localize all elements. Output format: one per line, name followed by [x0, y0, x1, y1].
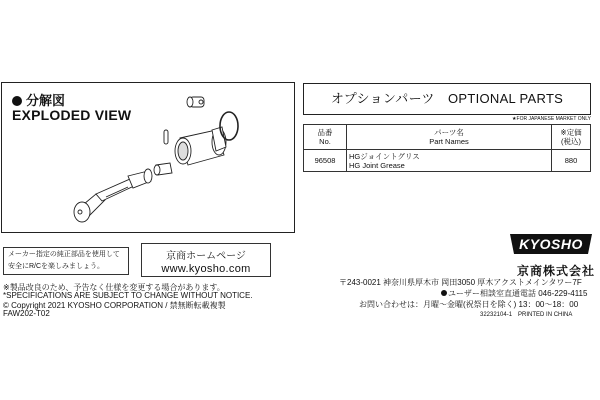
homepage-url[interactable]: www.kyosho.com	[161, 263, 251, 275]
support-phone-text: ユーザー相談室直通電話 046-229-4115	[448, 289, 588, 298]
homepage-label: 京商ホームページ	[166, 251, 246, 262]
exploded-view-title-jp-text: 分解図	[26, 93, 66, 108]
note-line-1: メーカー指定の純正部品を使用して	[8, 251, 120, 258]
optional-parts-table	[303, 124, 591, 172]
market-note: ★FOR JAPANESE MARKET ONLY	[512, 116, 591, 122]
header-name-en: Part Names	[429, 137, 469, 146]
exploded-view-panel	[1, 82, 295, 233]
part-name	[347, 150, 552, 172]
bullet-icon	[441, 290, 447, 296]
homepage-box	[141, 243, 271, 277]
table-row	[304, 150, 591, 172]
notice-jp: ※製品改良のため、予告なく仕様を変更する場合があります。	[3, 283, 225, 292]
kyosho-logo	[508, 233, 594, 255]
header-name-jp: パーツ名	[434, 128, 464, 137]
table-header-row	[304, 125, 591, 150]
header-price-en: (税込)	[561, 137, 581, 146]
header-price-jp: ※定価	[560, 128, 582, 137]
part-name-en: HG Joint Grease	[349, 160, 405, 170]
support-hours: お問い合わせは：月曜～金曜(祝祭日を除く) 13：00～18：00	[359, 300, 579, 309]
genuine-parts-note	[3, 247, 129, 275]
part-number: 96508	[304, 150, 347, 172]
support-phone	[441, 288, 587, 299]
optional-parts-title: オプションパーツ OPTIONAL PARTS	[303, 83, 591, 115]
company-address: 〒243-0021 神奈川県厚木市 岡田3050 厚木アクストメインタワー7F	[339, 278, 582, 287]
exploded-view-title-en: EXPLODED VIEW	[12, 107, 132, 123]
part-name-jp: HGジョイントグリス	[349, 151, 420, 161]
print-info: 32232104-1 PRINTED IN CHINA	[480, 312, 573, 318]
company-name: 京商株式会社	[517, 264, 596, 278]
header-part-name	[347, 125, 552, 150]
bullet-icon	[12, 96, 22, 106]
header-no-jp: 品番	[317, 128, 333, 137]
copyright: © Copyright 2021 KYOSHO CORPORATION / 禁無断転載複製	[3, 301, 226, 310]
document-code: FAW202-T02	[3, 309, 50, 318]
part-price: 880	[552, 150, 591, 172]
header-price	[552, 125, 591, 150]
note-line-2: 安全にR/Cを楽しみましょう。	[8, 263, 105, 270]
header-part-no	[304, 125, 347, 150]
svg-text:KYOSHO: KYOSHO	[519, 236, 583, 252]
notice-en: *SPECIFICATIONS ARE SUBJECT TO CHANGE WITHOUT NOTICE.	[3, 291, 253, 300]
header-no-en: No.	[319, 137, 331, 146]
